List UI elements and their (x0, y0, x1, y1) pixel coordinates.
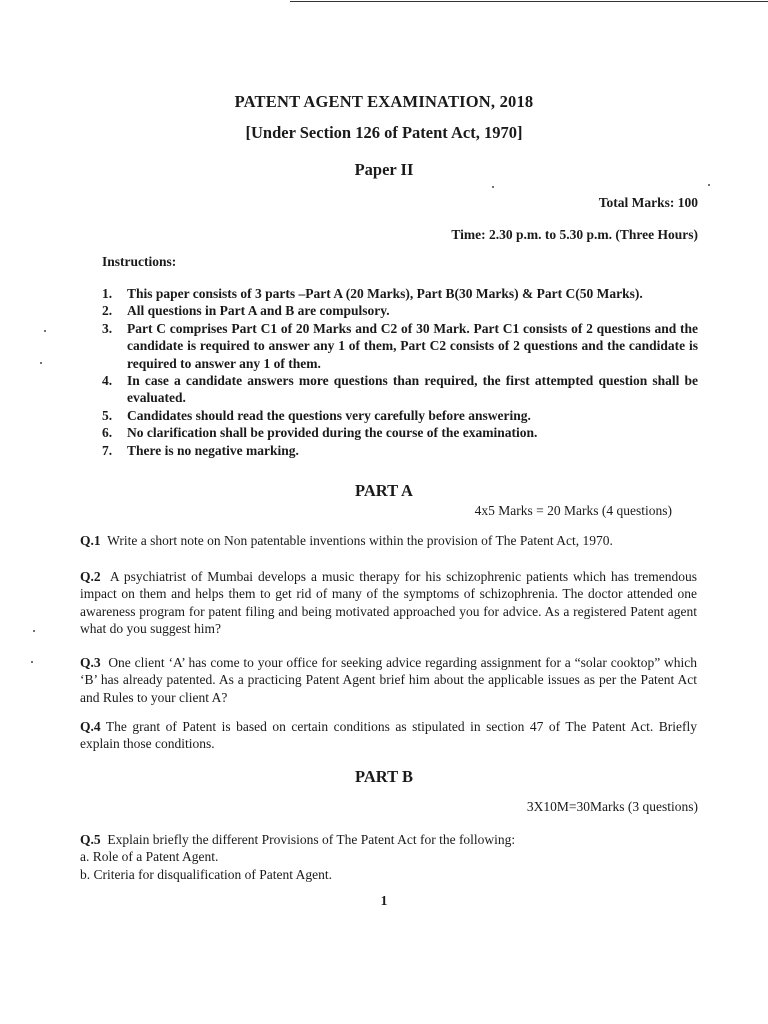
question-number: Q.4 (80, 719, 101, 734)
question-text: Write a short note on Non patentable inventions within the provision of The Patent Act, 1970. (107, 533, 613, 548)
instruction-item (102, 285, 698, 302)
instruction-item (102, 320, 698, 372)
instruction-number: 2. (102, 303, 113, 319)
instruction-text: In case a candidate answers more questions than required, the first attempted question shall be evaluated. (127, 373, 698, 406)
scan-speck (31, 661, 33, 663)
scan-edge-line (290, 1, 768, 2)
question-subitem: b. Criteria for disqualification of Patent Agent. (80, 866, 332, 882)
exam-time: Time: 2.30 p.m. to 5.30 p.m. (Three Hours) (451, 227, 698, 242)
scan-speck (44, 330, 46, 332)
question-number: Q.5 (80, 832, 101, 847)
instruction-text: There is no negative marking. (127, 442, 299, 458)
instruction-text: This paper consists of 3 parts –Part A (20 Marks), Part B(30 Marks) & Part C(50 Marks). (127, 286, 643, 301)
question-number: Q.3 (80, 655, 101, 670)
exam-title: PATENT AGENT EXAMINATION, 2018 (234, 92, 534, 111)
question-number: Q.2 (80, 569, 101, 584)
instruction-number: 5. (102, 407, 113, 423)
instruction-number: 1. (102, 286, 113, 301)
question-5 (80, 831, 697, 883)
instruction-number: 6. (102, 425, 113, 441)
part-a-marks: 4x5 Marks = 20 Marks (4 questions) (474, 503, 672, 518)
instruction-text: All questions in Part A and B are compulsory. (127, 303, 390, 319)
instruction-text: No clarification shall be provided during the course of the examination. (127, 425, 538, 441)
page-number: 1 (380, 893, 388, 908)
instruction-item (102, 302, 698, 319)
instruction-item (102, 407, 698, 424)
part-b-heading: PART B (355, 767, 413, 786)
question-1 (80, 532, 697, 549)
instruction-item (102, 424, 698, 441)
scan-speck (33, 630, 35, 632)
part-a-heading: PART A (355, 481, 413, 500)
instructions-heading: Instructions: (102, 254, 177, 269)
instruction-item (102, 372, 698, 407)
question-2 (80, 568, 697, 638)
question-text: Explain briefly the different Provisions of The Patent Act for the following: (107, 832, 516, 847)
exam-subtitle: [Under Section 126 of Patent Act, 1970] (245, 123, 523, 142)
question-text: The grant of Patent is based on certain conditions as stipulated in section 47 of The Patent Act. Briefly explain those conditions. (80, 719, 697, 752)
paper-label: Paper II (354, 160, 414, 179)
instruction-text: Candidates should read the questions very carefully before answering. (127, 407, 531, 423)
question-4 (80, 718, 697, 753)
part-b-marks: 3X10M=30Marks (3 questions) (526, 799, 698, 814)
instruction-item (102, 442, 698, 459)
question-number: Q.1 (80, 533, 101, 548)
instruction-text: Part C comprises Part C1 of 20 Marks and C2 of 30 Mark. Part C1 consists of 2 questions and the candidate is required to answer any 1 of them, Part C2 consists of 2 questions and the candidate is required to answer any 1 of them. (127, 320, 698, 371)
instruction-number: 4. (102, 373, 113, 389)
instruction-number: 3. (102, 320, 113, 336)
question-3 (80, 654, 697, 706)
total-marks: Total Marks: 100 (598, 195, 698, 210)
scan-speck (40, 362, 42, 364)
instructions-list (102, 285, 698, 459)
question-line (80, 831, 697, 848)
scan-speck (708, 184, 710, 186)
question-text: A psychiatrist of Mumbai develops a music therapy for his schizophrenic patients which has tremendous impact on them and helps them to get rid of many of the symptoms of schizophrenia. The doctor attended one awareness program for patent filing and being motivated approached you for advice. As a registered Patent agent what do you suggest him? (80, 569, 697, 637)
scan-speck (492, 186, 494, 188)
instruction-number: 7. (102, 442, 113, 458)
question-subitem: a. Role of a Patent Agent. (80, 849, 219, 865)
question-text: One client ‘A’ has come to your office for seeking advice regarding assignment for a “solar cooktop” which ‘B’ has already patented. As a practicing Patent Agent brief him about the applicable issues as per the Patent Act and Rules to your client A? (80, 655, 698, 705)
